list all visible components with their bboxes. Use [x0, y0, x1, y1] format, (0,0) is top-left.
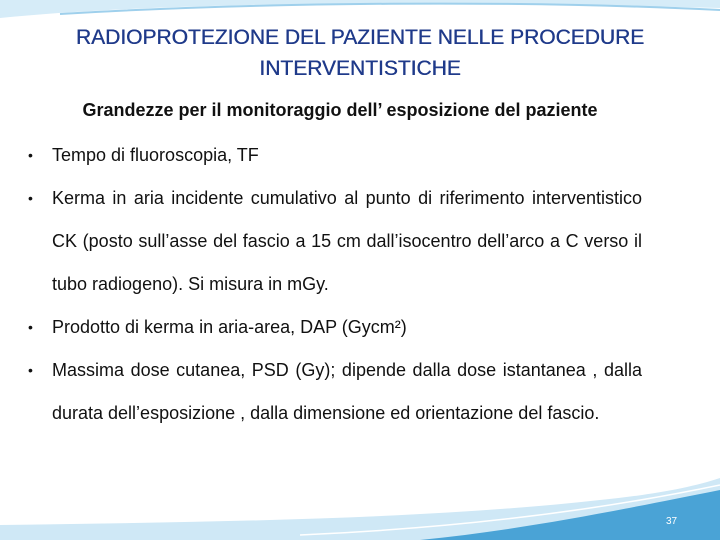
- bullet-text: Tempo di fluoroscopia, TF: [52, 145, 259, 165]
- bullet-item: [24, 306, 642, 349]
- bullet-item: [24, 177, 642, 306]
- bullet-icon: •: [28, 319, 33, 335]
- top-swoosh: [0, 0, 720, 18]
- bullet-list: [24, 134, 642, 435]
- bullet-text: Prodotto di kerma in aria-area, DAP (Gycm²): [52, 317, 407, 337]
- bullet-icon: •: [28, 190, 33, 206]
- bullet-icon: •: [28, 147, 33, 163]
- bullet-item: [24, 134, 642, 177]
- bullet-text: Massima dose cutanea, PSD (Gy); dipende dalla dose istantanea , dalla durata dell’esposizione , dalla dimensione ed orientazione del fascio.: [52, 360, 642, 423]
- bullet-text: Kerma in aria incidente cumulativo al punto di riferimento interventistico CK (posto sull’asse del fascio a 15 cm dall’isocentro dell’arco a C verso il tubo radiogeno). Si misura in mGy.: [52, 188, 642, 294]
- bullet-item: [24, 349, 642, 435]
- page-number: 37: [666, 516, 678, 527]
- bullet-icon: •: [28, 362, 33, 378]
- slide-title: RADIOPROTEZIONE DEL PAZIENTE NELLE PROCEDURE INTERVENTISTICHE: [75, 26, 645, 80]
- slide-subtitle: Grandezze per il monitoraggio dell’ esposizione del paziente: [82, 100, 598, 120]
